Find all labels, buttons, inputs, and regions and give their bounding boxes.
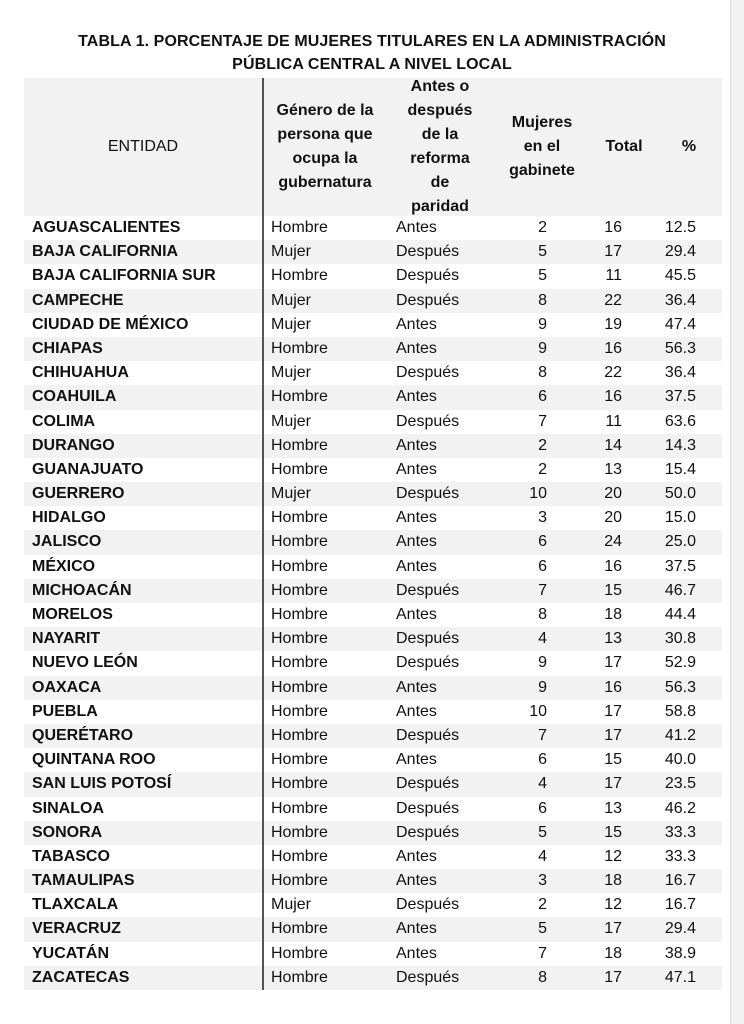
header-genero: [264, 78, 386, 216]
header-antes-line: después: [407, 102, 473, 119]
cell-mujeres: 5: [538, 823, 547, 841]
cell-entidad: DURANGO: [32, 436, 115, 454]
cell-antes-despues: Después: [396, 243, 460, 261]
cell-genero: Hombre: [271, 533, 328, 551]
data-table: [24, 78, 722, 990]
table-row: [24, 555, 722, 579]
cell-antes-despues: Después: [396, 581, 460, 599]
cell-total: 16: [604, 557, 622, 575]
cell-antes-despues: Antes: [396, 678, 437, 696]
cell-total: 15: [604, 823, 622, 841]
cell-mujeres: 7: [538, 581, 547, 599]
cell-genero: Mujer: [271, 364, 312, 382]
cell-genero: Hombre: [271, 557, 328, 575]
header-antes-despues: [390, 78, 490, 216]
table-row: [24, 845, 722, 869]
cell-entidad: SINALOA: [32, 799, 104, 817]
cell-percent: 44.4: [664, 606, 696, 623]
header-total-label: Total: [605, 138, 643, 155]
cell-antes-despues: Antes: [396, 219, 437, 236]
cell-genero: Mujer: [271, 315, 312, 333]
cell-antes-despues: Antes: [396, 557, 437, 575]
cell-total: 15: [604, 751, 622, 769]
table-body: [24, 216, 722, 990]
header-genero-line: Género de la: [276, 102, 374, 119]
cell-percent: 33.3: [664, 823, 696, 841]
table-row: [24, 700, 722, 724]
cell-mujeres: 5: [538, 920, 547, 938]
table-row: [24, 603, 722, 627]
cell-total: 17: [604, 654, 622, 672]
cell-mujeres: 9: [538, 315, 547, 333]
cell-antes-despues: Antes: [396, 751, 437, 769]
cell-total: 13: [604, 799, 622, 817]
cell-antes-despues: Antes: [396, 460, 437, 478]
cell-entidad: QUINTANA ROO: [32, 751, 156, 769]
table-row: [24, 748, 722, 772]
cell-total: 18: [604, 872, 622, 890]
cell-genero: Hombre: [271, 872, 328, 890]
cell-total: 12: [604, 847, 622, 865]
cell-mujeres: 7: [538, 944, 547, 962]
cell-antes-despues: Después: [396, 630, 460, 648]
cell-antes-despues: Antes: [396, 872, 437, 890]
cell-percent: 36.4: [664, 364, 696, 382]
table-row: [24, 942, 722, 966]
cell-antes-despues: Antes: [396, 509, 437, 527]
table-row: [24, 821, 722, 845]
cell-antes-despues: Después: [396, 267, 460, 285]
cell-antes-despues: Después: [396, 823, 460, 841]
cell-entidad: OAXACA: [32, 678, 102, 696]
cell-entidad: MICHOACÁN: [32, 581, 132, 599]
cell-percent: 29.4: [664, 243, 696, 261]
cell-percent: 15.0: [664, 509, 696, 527]
cell-genero: Hombre: [271, 339, 328, 357]
cell-total: 14: [604, 436, 622, 454]
cell-antes-despues: Antes: [396, 533, 437, 551]
cell-genero: Hombre: [271, 460, 328, 478]
cell-mujeres: 6: [538, 388, 547, 406]
cell-genero: Hombre: [271, 823, 328, 841]
cell-total: 17: [604, 968, 622, 986]
table-row: [24, 240, 722, 264]
cell-percent: 14.3: [664, 436, 696, 454]
header-genero-line: ocupa la: [292, 150, 358, 167]
cell-total: 17: [604, 726, 622, 744]
cell-total: 16: [604, 219, 622, 236]
cell-entidad: CHIAPAS: [32, 339, 103, 357]
cell-genero: Hombre: [271, 968, 328, 986]
cell-entidad: BAJA CALIFORNIA SUR: [32, 267, 216, 285]
cell-entidad: CIUDAD DE MÉXICO: [32, 315, 189, 333]
cell-entidad: HIDALGO: [32, 509, 106, 527]
cell-antes-despues: Después: [396, 775, 460, 793]
cell-mujeres: 7: [538, 726, 547, 744]
cell-genero: Hombre: [271, 775, 328, 793]
cell-mujeres: 8: [538, 364, 547, 382]
cell-mujeres: 6: [538, 533, 547, 551]
cell-genero: Hombre: [271, 678, 328, 696]
cell-mujeres: 2: [538, 460, 547, 478]
cell-total: 22: [604, 291, 622, 309]
cell-genero: Mujer: [271, 896, 312, 914]
cell-percent: 47.1: [664, 968, 696, 986]
cell-percent: 37.5: [664, 388, 696, 406]
cell-genero: Hombre: [271, 436, 328, 454]
cell-mujeres: 5: [538, 243, 547, 261]
cell-genero: Hombre: [271, 799, 328, 817]
cell-antes-despues: Después: [396, 896, 460, 914]
table-row: [24, 772, 722, 796]
cell-genero: Hombre: [271, 702, 328, 720]
table-row: [24, 458, 722, 482]
cell-entidad: BAJA CALIFORNIA: [32, 243, 179, 261]
header-antes-line: reforma: [410, 150, 470, 167]
header-percent-label: %: [681, 138, 697, 155]
cell-antes-despues: Antes: [396, 944, 437, 962]
cell-genero: Mujer: [271, 243, 312, 261]
cell-genero: Hombre: [271, 606, 328, 623]
cell-percent: 58.8: [664, 702, 696, 720]
cell-total: 22: [604, 364, 622, 382]
cell-antes-despues: Después: [396, 799, 460, 817]
cell-mujeres: 9: [538, 339, 547, 357]
cell-antes-despues: Después: [396, 291, 460, 309]
cell-mujeres: 2: [538, 219, 547, 236]
table-title-line-2: PÚBLICA CENTRAL A NIVEL LOCAL: [232, 56, 512, 73]
table-row: [24, 627, 722, 651]
table-title-line-1: TABLA 1. PORCENTAJE DE MUJERES TITULARES EN LA ADMINISTRACIÓN: [78, 33, 666, 50]
header-genero-line: gubernatura: [278, 174, 372, 191]
table-title: [22, 30, 722, 76]
cell-entidad: NUEVO LEÓN: [32, 654, 138, 672]
cell-percent: 12.5: [664, 219, 696, 236]
cell-mujeres: 10: [529, 702, 547, 720]
cell-entidad: NAYARIT: [32, 630, 101, 648]
table-row: [24, 410, 722, 434]
cell-mujeres: 3: [538, 509, 547, 527]
cell-percent: 50.0: [664, 485, 696, 503]
cell-antes-despues: Después: [396, 364, 460, 382]
table-row: [24, 361, 722, 385]
cell-mujeres: 7: [538, 412, 547, 430]
table-row: [24, 216, 722, 240]
header-entidad-label: ENTIDAD: [107, 138, 179, 155]
cell-genero: Mujer: [271, 412, 312, 430]
cell-antes-despues: Después: [396, 968, 460, 986]
cell-mujeres: 3: [538, 872, 547, 890]
cell-percent: 41.2: [664, 726, 696, 744]
table-row: [24, 530, 722, 554]
cell-mujeres: 8: [538, 291, 547, 309]
cell-genero: Hombre: [271, 509, 328, 527]
cell-percent: 46.2: [664, 799, 696, 817]
cell-percent: 23.5: [664, 775, 696, 793]
table-row: [24, 651, 722, 675]
cell-entidad: TLAXCALA: [32, 896, 119, 914]
table-row: [24, 893, 722, 917]
cell-antes-despues: Antes: [396, 920, 437, 938]
cell-total: 11: [605, 412, 622, 430]
cell-entidad: VERACRUZ: [32, 920, 121, 938]
header-mujeres-line: Mujeres: [511, 114, 573, 131]
cell-total: 16: [604, 388, 622, 406]
cell-total: 17: [604, 775, 622, 793]
table-header: [24, 78, 722, 216]
cell-entidad: SONORA: [32, 823, 103, 841]
table-row: [24, 337, 722, 361]
cell-mujeres: 4: [538, 630, 547, 648]
cell-percent: 33.3: [664, 847, 696, 865]
header-antes-line: paridad: [411, 198, 469, 215]
cell-mujeres: 6: [538, 557, 547, 575]
column-divider: [262, 78, 264, 990]
cell-percent: 40.0: [664, 751, 696, 769]
cell-total: 12: [604, 896, 622, 914]
cell-entidad: CHIHUAHUA: [32, 364, 129, 382]
cell-entidad: TAMAULIPAS: [32, 872, 135, 890]
cell-percent: 16.7: [664, 896, 696, 914]
cell-percent: 56.3: [664, 678, 696, 696]
cell-total: 18: [604, 944, 622, 962]
cell-percent: 52.9: [664, 654, 696, 672]
cell-antes-despues: Antes: [396, 436, 437, 454]
cell-mujeres: 2: [538, 896, 547, 914]
cell-mujeres: 4: [538, 847, 547, 865]
cell-genero: Hombre: [271, 847, 328, 865]
cell-percent: 45.5: [664, 267, 696, 285]
table-row: [24, 917, 722, 941]
cell-entidad: GUANAJUATO: [32, 460, 144, 478]
table-row: [24, 264, 722, 288]
cell-entidad: PUEBLA: [32, 702, 98, 720]
cell-percent: 56.3: [664, 339, 696, 357]
cell-percent: 63.6: [664, 412, 696, 430]
cell-percent: 38.9: [664, 944, 696, 962]
table-row: [24, 579, 722, 603]
cell-total: 16: [604, 339, 622, 357]
cell-mujeres: 10: [529, 485, 547, 503]
cell-total: 16: [604, 678, 622, 696]
cell-entidad: QUERÉTARO: [32, 726, 134, 744]
cell-antes-despues: Después: [396, 485, 460, 503]
table-row: [24, 797, 722, 821]
table-row: [24, 434, 722, 458]
header-mujeres: [496, 78, 588, 216]
table-row: [24, 869, 722, 893]
cell-genero: Hombre: [271, 267, 328, 285]
cell-entidad: ZACATECAS: [32, 968, 130, 986]
cell-genero: Hombre: [271, 920, 328, 938]
cell-total: 17: [604, 702, 622, 720]
cell-total: 11: [605, 267, 622, 285]
cell-genero: Hombre: [271, 726, 328, 744]
header-genero-line: persona que: [277, 126, 373, 143]
header-antes-line: Antes o: [410, 78, 470, 95]
cell-mujeres: 5: [538, 267, 547, 285]
cell-genero: Hombre: [271, 751, 328, 769]
cell-entidad: CAMPECHE: [32, 291, 124, 309]
cell-percent: 37.5: [664, 557, 696, 575]
cell-mujeres: 6: [538, 751, 547, 769]
cell-total: 13: [604, 460, 622, 478]
cell-total: 13: [604, 630, 622, 648]
cell-antes-despues: Antes: [396, 315, 437, 333]
cell-genero: Hombre: [271, 944, 328, 962]
cell-antes-despues: Después: [396, 654, 460, 672]
table-row: [24, 966, 722, 990]
table-row: [24, 289, 722, 313]
cell-total: 17: [604, 920, 622, 938]
cell-mujeres: 8: [538, 968, 547, 986]
table-row: [24, 724, 722, 748]
header-mujeres-line: gabinete: [509, 162, 575, 179]
cell-genero: Hombre: [271, 219, 328, 236]
cell-entidad: MÉXICO: [32, 557, 96, 575]
cell-percent: 16.7: [664, 872, 696, 890]
cell-entidad: JALISCO: [32, 533, 102, 551]
cell-mujeres: 9: [538, 654, 547, 672]
cell-antes-despues: Antes: [396, 339, 437, 357]
cell-total: 19: [604, 315, 622, 333]
cell-mujeres: 9: [538, 678, 547, 696]
table-row: [24, 506, 722, 530]
cell-genero: Mujer: [271, 291, 312, 309]
header-mujeres-line: en el: [523, 138, 561, 155]
cell-total: 20: [604, 485, 622, 503]
cell-genero: Hombre: [271, 388, 328, 406]
cell-total: 20: [604, 509, 622, 527]
cell-entidad: YUCATÁN: [32, 944, 110, 962]
cell-antes-despues: Antes: [396, 606, 437, 623]
cell-entidad: COLIMA: [32, 412, 96, 430]
cell-percent: 46.7: [664, 581, 696, 599]
cell-percent: 47.4: [664, 315, 696, 333]
header-antes-line: de la: [421, 126, 459, 143]
cell-mujeres: 4: [538, 775, 547, 793]
page-edge: [730, 0, 744, 1024]
cell-antes-despues: Antes: [396, 702, 437, 720]
table-row: [24, 676, 722, 700]
cell-percent: 30.8: [664, 630, 696, 648]
cell-genero: Hombre: [271, 630, 328, 648]
cell-antes-despues: Antes: [396, 847, 437, 865]
cell-entidad: COAHUILA: [32, 388, 117, 406]
cell-total: 17: [604, 243, 622, 261]
table-row: [24, 313, 722, 337]
cell-entidad: AGUASCALIENTES: [32, 219, 181, 236]
cell-percent: 15.4: [664, 460, 696, 478]
cell-mujeres: 8: [538, 606, 547, 623]
cell-percent: 29.4: [664, 920, 696, 938]
cell-total: 24: [604, 533, 622, 551]
cell-antes-despues: Después: [396, 412, 460, 430]
cell-entidad: MORELOS: [32, 606, 113, 623]
cell-mujeres: 6: [538, 799, 547, 817]
table-row: [24, 482, 722, 506]
cell-entidad: SAN LUIS POTOSÍ: [32, 775, 172, 793]
cell-genero: Mujer: [271, 485, 312, 503]
header-entidad: [24, 78, 262, 216]
header-percent: [664, 78, 714, 216]
cell-antes-despues: Después: [396, 726, 460, 744]
cell-percent: 36.4: [664, 291, 696, 309]
table-row: [24, 385, 722, 409]
header-total: [592, 78, 656, 216]
cell-antes-despues: Antes: [396, 388, 437, 406]
cell-total: 18: [604, 606, 622, 623]
cell-entidad: GUERRERO: [32, 485, 125, 503]
cell-genero: Hombre: [271, 581, 328, 599]
cell-percent: 25.0: [664, 533, 696, 551]
cell-entidad: TABASCO: [32, 847, 110, 865]
cell-total: 15: [604, 581, 622, 599]
cell-genero: Hombre: [271, 654, 328, 672]
header-antes-line: de: [430, 174, 450, 191]
cell-mujeres: 2: [538, 436, 547, 454]
